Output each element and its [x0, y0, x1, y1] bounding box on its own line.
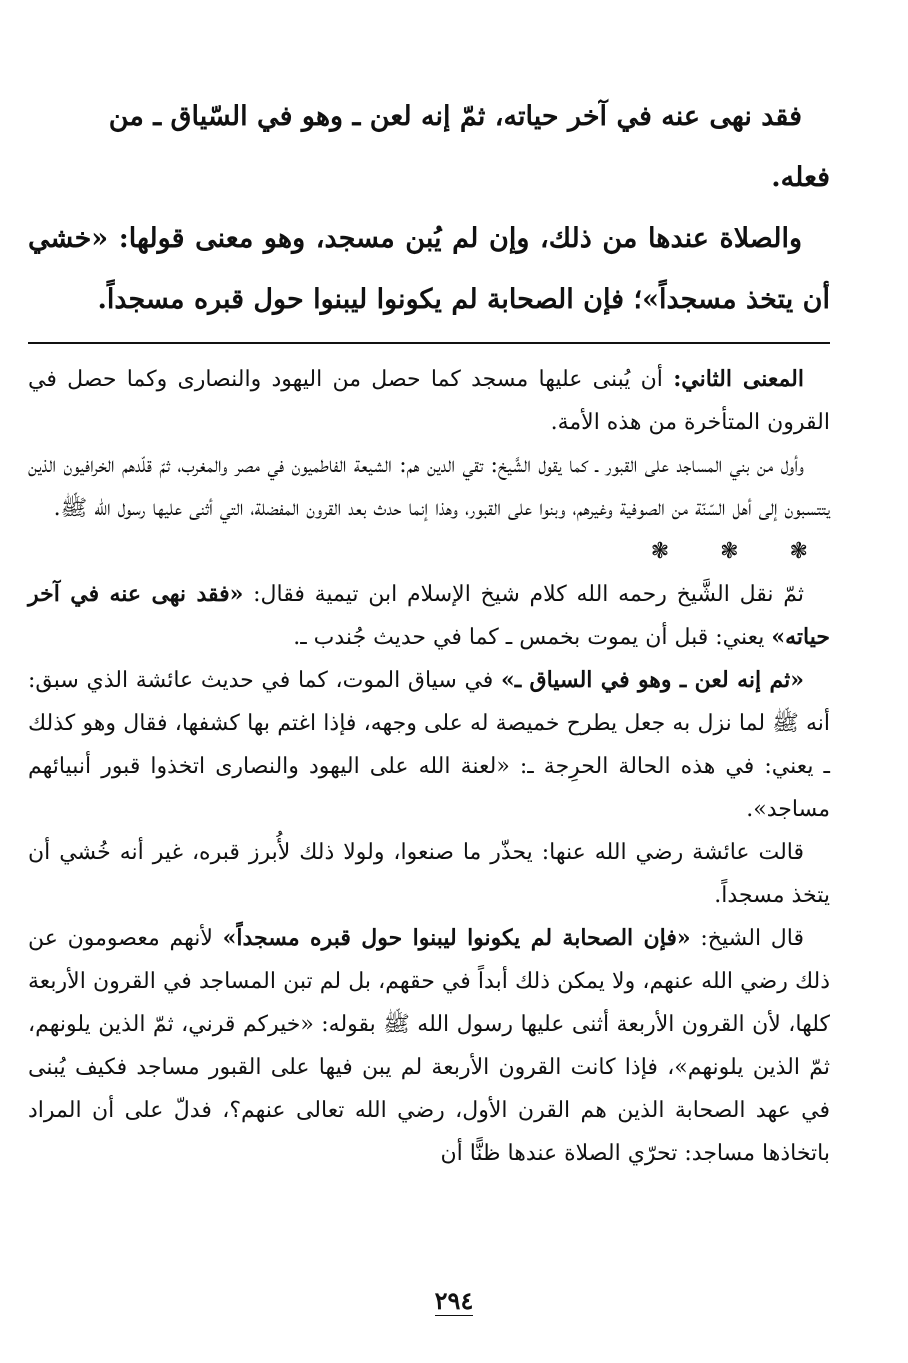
main-text-block	[28, 86, 830, 330]
commentary-paragraph-5	[28, 831, 830, 917]
commentary-paragraph-4	[28, 659, 830, 831]
quoted-text: «فقد نهى عنه في آخر حياته»	[28, 581, 830, 650]
main-text-line: والصلاة عندها من ذلك، وإن لم يُبن مسجد، وهو معنى قولها:	[118, 223, 802, 254]
main-text-line: مسجداً.	[97, 284, 185, 315]
commentary-paragraph-3	[28, 573, 830, 659]
commentary-text: لأنهم معصومون عن ذلك رضي الله عنهم، ولا يمكن ذلك أبداً في حقهم، بل لم تبن المساجد في القرون الأربعة كلها، لأن القرون الأربعة أثنى عليها رسول الله ﷺ بقوله: «خيركم قرني، ثمّ الذين يلونهم، ثمّ الذين يلونهم»، فإذا كانت القرون الأربعة لم يبن فيها على القبور مساجد فكيف يُبنى في عهد الصحابة الذين هم القرن الأول، رضي الله تعالى عنهم؟، فدلّ على أن المراد باتخاذها مساجد: تحرّي الصلاة عندها ظنًّا أن	[28, 926, 830, 1166]
section-divider-stars: ❃ ❃ ❃	[650, 539, 830, 564]
page-number	[0, 1286, 908, 1315]
commentary-text: يعني: قبل أن يموت بخمس ـ كما في حديث جُندب ـ.	[293, 625, 772, 650]
main-text-line: فعله.	[771, 162, 830, 193]
section-label: المعنى الثاني:	[673, 366, 804, 392]
commentary-text: أن يُبنى عليها مسجد كما حصل من اليهود والنصارى وكما حصل في القرون المتأخرة من هذه الأمة.	[28, 367, 830, 435]
separator-line	[28, 342, 830, 344]
quoted-text: «ثم إنه لعن ـ وهو في السياق ـ»	[500, 667, 804, 693]
page-body	[28, 86, 830, 1363]
commentary-text: ثمّ نقل الشَّيخ رحمه الله كلام شيخ الإسلام ابن تيمية فقال:	[243, 582, 804, 607]
commentary-text: في سياق الموت، كما في حديث عائشة الذي سبق: أنه ﷺ لما نزل به جعل يطرح خميصة له على وجهه، فإذا اغتم بها كشفها، فقال وهو كذلك ـ يعني: في هذه الحالة الحرِجة ـ: «لعنة الله على اليهود والنصارى اتخذوا قبور أنبيائهم مساجد».	[28, 668, 830, 822]
page-number-text: ٢٩٤	[434, 1286, 474, 1315]
quoted-text: «فإن الصحابة لم يكونوا ليبنوا حول قبره مسجداً»	[222, 925, 691, 951]
main-text-paragraph-1	[28, 86, 830, 208]
commentary-text: قال الشيخ:	[690, 926, 804, 951]
commentary-text: وأول من بني المساجد على القبور ـ كما يقول الشَّيخ: تقي الدين هم: الشيعة الفاطميون في مصر والمغرب، ثمّ قلّدهم الخرافيون الذين يتتسبون إلى أهل السّنّة من الصوفية وغيرهم، وبنوا على القبور، وهذا إنما حدث بعد القرون المفضلة، التي أثنى عليها رسول الله ﷺ.	[28, 453, 830, 521]
commentary-paragraph-2	[28, 444, 830, 530]
commentary-text: قالت عائشة رضي الله عنها: يحذّر ما صنعوا، ولولا ذلك لأُبرز قبره، غير أنه خُشي أن يتخذ مسجداً.	[28, 840, 830, 908]
commentary-paragraph-1	[28, 358, 830, 444]
main-text-line: فقد نهى عنه في آخر حياته، ثمّ إنه لعن ـ وهو في السّياق ـ من	[108, 101, 802, 132]
commentary-block	[28, 358, 830, 1175]
main-text-line: «خشي أن يتخذ مسجداً»؛ فإن الصحابة لم يكونوا ليبنوا حول قبره	[28, 223, 830, 315]
commentary-paragraph-6	[28, 917, 830, 1175]
main-text-paragraph-2	[28, 208, 830, 330]
